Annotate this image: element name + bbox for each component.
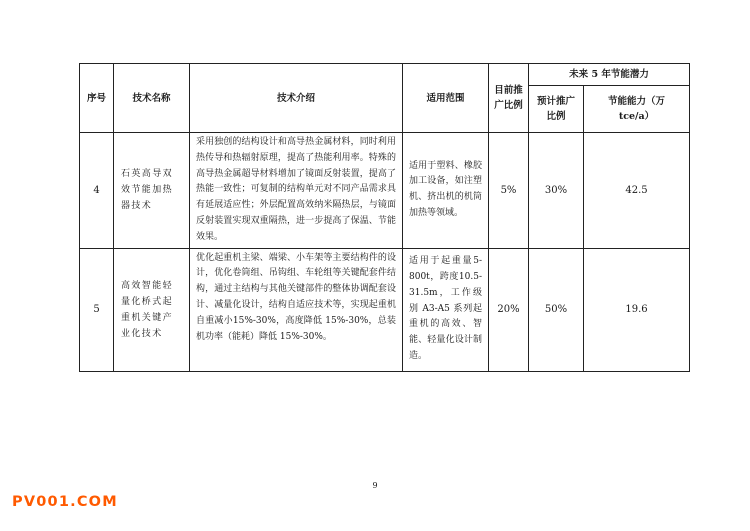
- row-scope: 适用于塑料、橡胶加工设备，如注塑机、挤出机的机筒加热等领域。: [403, 133, 489, 249]
- row-seq: 5: [80, 248, 114, 371]
- header-scope: 适用范围: [403, 64, 489, 133]
- table-row: [80, 133, 690, 249]
- row-future-ratio: 50%: [529, 248, 584, 371]
- row-saving-capacity: 42.5: [584, 133, 690, 249]
- row-tech-intro: 采用独创的结构设计和高导热金属材料，同时利用热传导和热辐射原理，提高了热能利用率。特殊的高导热金属超导材料增加了镜面反射装置，提高了热能一致性；可复制的结构单元对不同产品需求具有延展适应性；外层配置高效纳米隔热层，与镜面反射装置实现双重隔热，进一步提高了保温、节能效果。: [190, 133, 403, 249]
- header-seq: 序号: [80, 64, 114, 133]
- header-future-potential: 未来 5 年节能潜力: [529, 64, 690, 86]
- row-current-ratio: 5%: [489, 133, 529, 249]
- row-future-ratio: 30%: [529, 133, 584, 249]
- header-tech-intro: 技术介绍: [190, 64, 403, 133]
- table-row: [80, 248, 690, 371]
- page-number: 9: [372, 481, 378, 490]
- watermark: PV001.COM: [12, 494, 118, 510]
- header-saving-capacity: 节能能力（万 tce/a）: [584, 86, 690, 133]
- header-future-ratio: 预计推广比例: [529, 86, 584, 133]
- row-saving-capacity: 19.6: [584, 248, 690, 371]
- technology-table: [79, 63, 690, 372]
- row-current-ratio: 20%: [489, 248, 529, 371]
- row-tech-name: 石英高导双效节能加热器技术: [114, 133, 190, 249]
- row-tech-name: 高效智能轻量化桥式起重机关键产业化技术: [114, 248, 190, 371]
- row-seq: 4: [80, 133, 114, 249]
- header-tech-name: 技术名称: [114, 64, 190, 133]
- row-scope: 适用于起重量5-800t，跨度10.5-31.5m，工作级别 A3-A5 系列起重机的高效、智能、轻量化设计制造。: [403, 248, 489, 371]
- header-current-ratio: 目前推广比例: [489, 64, 529, 133]
- row-tech-intro: 优化起重机主梁、端梁、小车架等主要结构件的设计，优化卷筒组、吊钩组、车轮组等关键配套件结构，通过主结构与其他关键部件的整体协调配套设计、减量化设计，结构自适应技术等，实现起重机自重减小15%-30%，高度降低 15%-30%，总装机功率（能耗）降低 15%-30%。: [190, 248, 403, 371]
